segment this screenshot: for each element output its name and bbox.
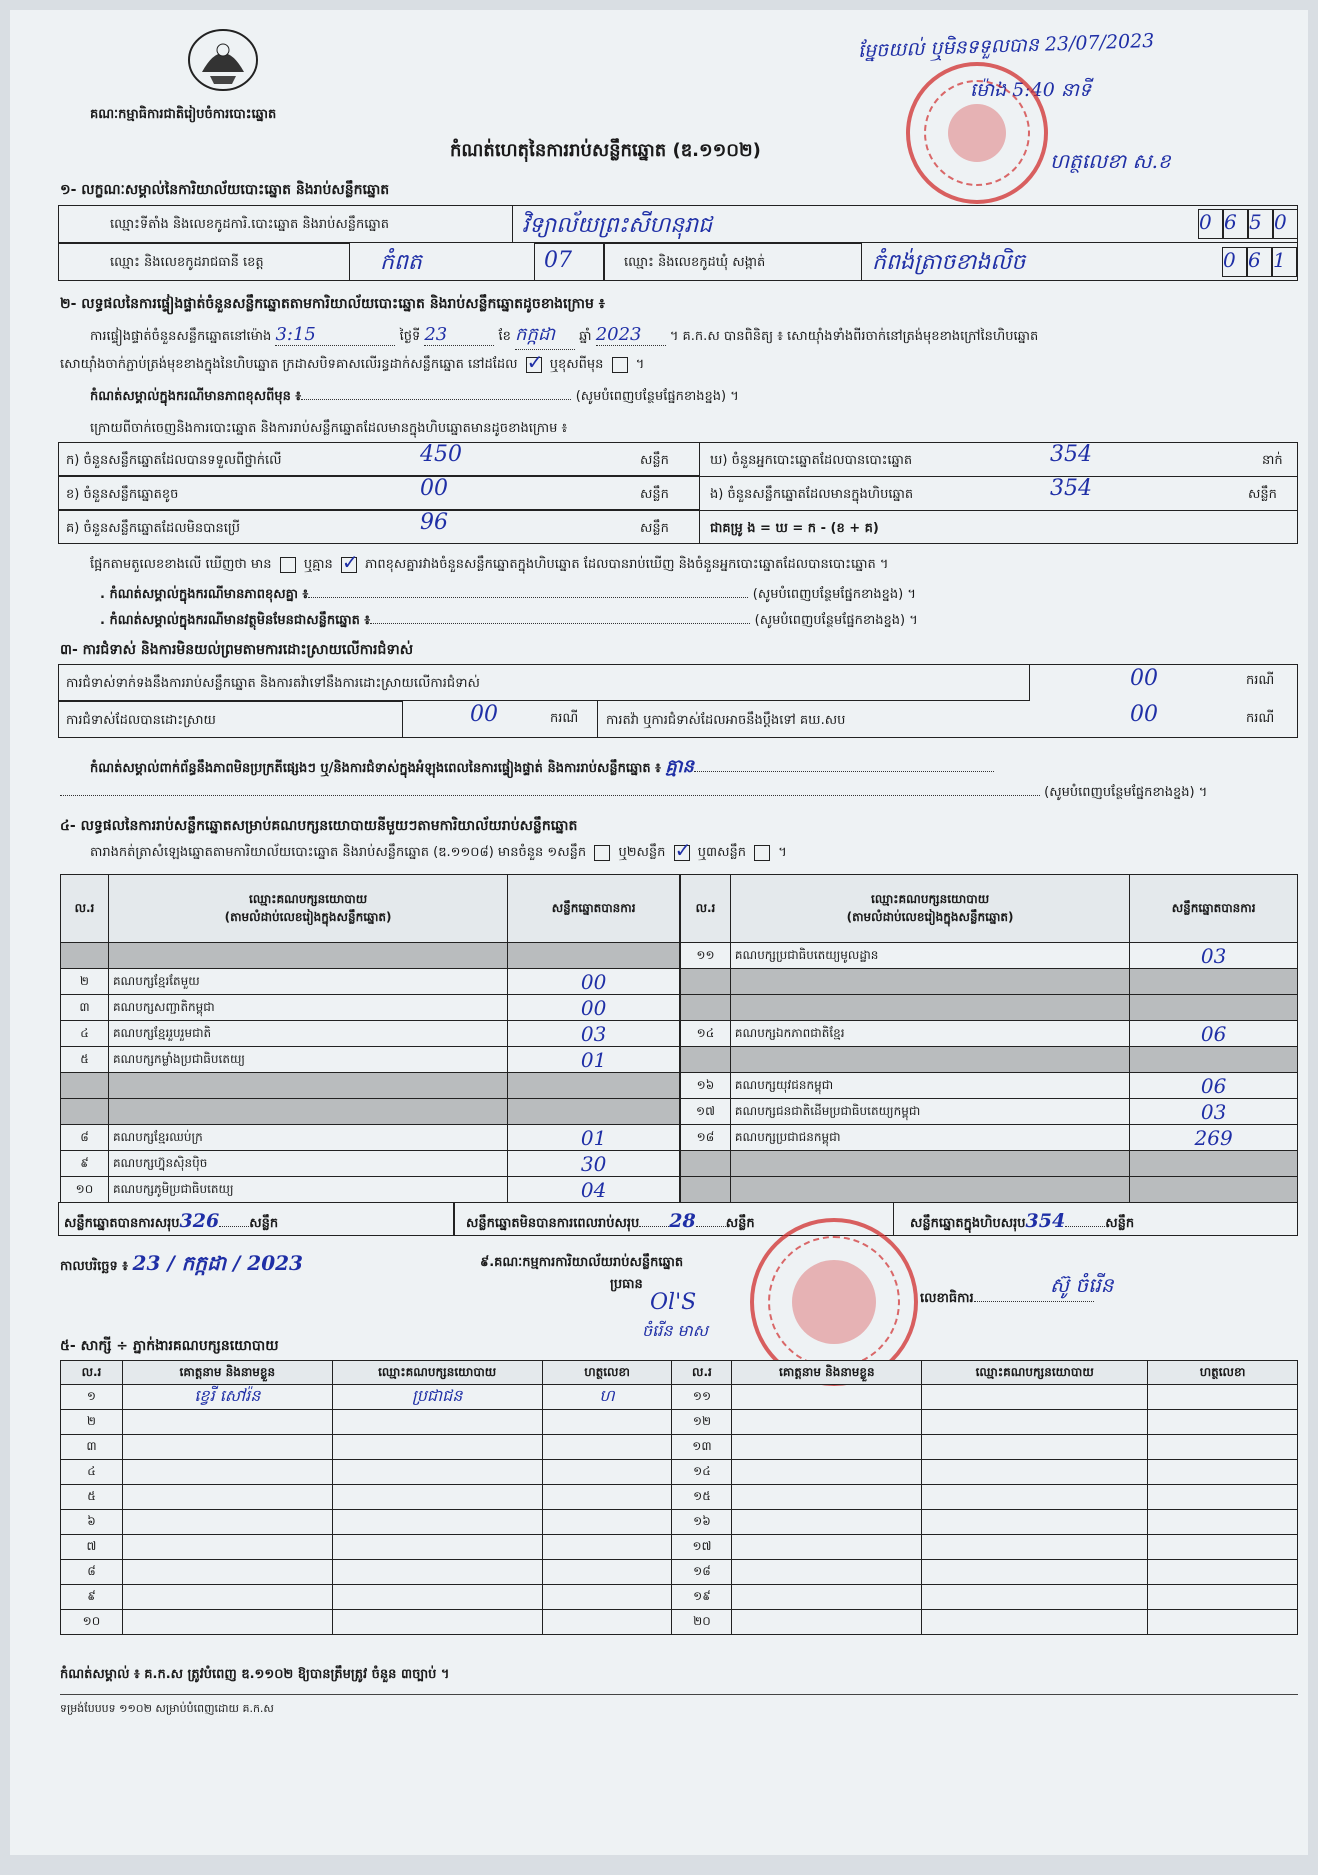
- party-votes: 00: [508, 969, 680, 995]
- province-label: ឈ្មោះ និងលេខកូដរាជធានី ខេត្ត: [110, 255, 264, 270]
- party-name: [730, 1151, 1129, 1177]
- witness-row: [61, 1560, 1298, 1585]
- party-name: គណបក្សភូមិប្រជាធិបតេយ្យ: [108, 1177, 507, 1203]
- witness-cell: [332, 1435, 542, 1460]
- chair-signature: Ol'S: [650, 1290, 697, 1315]
- party-name: គណបក្សយុវជនកម្ពុជា: [730, 1073, 1129, 1099]
- party-no: ២: [61, 969, 109, 995]
- witness-row: [61, 1585, 1298, 1610]
- spoiled-value: 00: [420, 476, 448, 501]
- witness-row: [61, 1610, 1298, 1635]
- witness-cell: [1148, 1410, 1298, 1435]
- witness-cell: [542, 1610, 672, 1635]
- witness-cell: [542, 1535, 672, 1560]
- commune-value: កំពង់ត្រាចខាងលិច: [872, 250, 1026, 275]
- seal-note: កំណត់សម្គាល់ក្នុងករណីមានភាពខុសពីមុន ៖ (សូមបំពេញបន្ថែមផ្នែកខាងខ្នង) ។: [90, 389, 739, 404]
- w-col-party-2: ឈ្មោះគណបក្សនយោបាយ: [922, 1361, 1148, 1385]
- sheet-2-checkbox[interactable]: [674, 845, 690, 861]
- col-votes: សន្លឹកឆ្នោតបានការ: [508, 875, 680, 943]
- w-col-sign-2: ហត្ថលេខា: [1148, 1361, 1298, 1385]
- party-name: [730, 969, 1129, 995]
- w-col-name-2: គោត្តនាម និងនាមខ្លួន: [732, 1361, 922, 1385]
- party-name: គណបក្សខ្មែរឈប់ក្រ: [108, 1125, 507, 1151]
- witness-cell: [332, 1460, 542, 1485]
- witness-cell: [332, 1585, 542, 1610]
- party-votes: [1130, 1047, 1298, 1073]
- party-votes: 01: [508, 1047, 680, 1073]
- witness-cell: [922, 1585, 1148, 1610]
- voters-label: ឃ) ចំនួនអ្នកបោះឆ្នោតដែលបានបោះឆ្នោត: [710, 453, 913, 468]
- section4-title: ៤- លទ្ធផលនៃការរាប់សន្លឹកឆ្នោតសម្រាប់គណបក្សនយោបាយនីមួយៗតាមការិយាល័យរាប់សន្លឹកឆ្នោត: [60, 818, 578, 834]
- footer-note: កំណត់សម្គាល់ ៖ គ.ក.ស ត្រូវបំពេញ ឌ.១១០២ ឱ្យបានត្រឹមត្រូវ ចំនួន ៣ច្បាប់ ។: [60, 1667, 450, 1682]
- spoiled-unit: សន្លឹក: [640, 487, 669, 502]
- party-results-right: [680, 874, 1298, 1203]
- witness-cell: [122, 1560, 332, 1585]
- no-difference-checkbox[interactable]: [341, 557, 357, 573]
- polling-value: វិទ្យាល័យព្រះសីហនុរាជ: [522, 213, 713, 238]
- party-row: [61, 1073, 680, 1099]
- formula: ជាគម្រូ ង = ឃ = ក - (ខ + គ): [710, 521, 879, 536]
- witness-cell: [922, 1410, 1148, 1435]
- witness-cell: [922, 1510, 1148, 1535]
- witness-cell: ១៥: [672, 1485, 732, 1510]
- official-stamp-top: [906, 62, 1048, 204]
- annotation-sign: ហត្ថលេខា ស.ខ: [1050, 149, 1171, 173]
- commune-label: ឈ្មោះ និងលេខកូដឃុំ សង្កាត់: [624, 255, 766, 270]
- objections-value: 00: [1130, 666, 1158, 691]
- party-name: [730, 995, 1129, 1021]
- province-value: កំពត: [380, 250, 422, 275]
- witness-table: [60, 1360, 1298, 1635]
- witness-cell: [732, 1410, 922, 1435]
- party-row: [681, 1177, 1298, 1203]
- witness-cell: ៨: [61, 1560, 123, 1585]
- party-no: [681, 1047, 731, 1073]
- in-box-unit: សន្លឹក: [1248, 487, 1277, 502]
- form-ref: ទម្រង់បែបបទ ១១០២ សម្រាប់បំពេញដោយ គ.ក.ស: [60, 1702, 274, 1715]
- party-no: ៩: [61, 1151, 109, 1177]
- party-votes: 04: [508, 1177, 680, 1203]
- party-votes: 30: [508, 1151, 680, 1177]
- party-row: [681, 1073, 1298, 1099]
- witness-cell: [922, 1535, 1148, 1560]
- witness-cell: [542, 1560, 672, 1585]
- document-page: [10, 10, 1308, 1855]
- party-name: [730, 1177, 1129, 1203]
- party-votes: [1130, 995, 1298, 1021]
- witness-cell: [332, 1510, 542, 1535]
- verify-line-2: សោយ៉ាំងចាក់ភ្ជាប់ត្រង់មុខខាងក្នុងនៃហិបឆ្នោត ក្រដាសបិទគាសលើរន្ធដាក់សន្លឹកឆ្នោត នៅដដែល ✓ ឬខុសពីមុន ។: [60, 356, 644, 375]
- annotation-date: ម្នែចយល់ ឬមិនទទួលបាន 23/07/2023: [857, 29, 1155, 63]
- party-name: គណបក្សខ្មែររួបរួមជាតិ: [108, 1021, 507, 1047]
- party-row: [681, 995, 1298, 1021]
- sheet-1-checkbox[interactable]: [594, 845, 610, 861]
- voters-unit: នាក់: [1262, 453, 1283, 468]
- party-no: [681, 1151, 731, 1177]
- witness-cell: [732, 1435, 922, 1460]
- witness-cell: [332, 1485, 542, 1510]
- party-no: [61, 1073, 109, 1099]
- received-unit: សន្លឹក: [640, 453, 669, 468]
- unused-value: 96: [420, 510, 448, 535]
- party-votes: 03: [1130, 1099, 1298, 1125]
- witness-cell: [732, 1460, 922, 1485]
- witness-cell: [732, 1585, 922, 1610]
- org-name: គណៈកម្មាធិការជាតិរៀបចំការបោះឆ្នោត: [90, 107, 277, 122]
- witness-row: [61, 1535, 1298, 1560]
- party-name: គណបក្សជនជាតិដើមប្រជាធិបតេយ្យកម្ពុជា: [730, 1099, 1129, 1125]
- witness-row: [61, 1485, 1298, 1510]
- party-name: គណបក្សសញ្ជាតិកម្ពុជា: [108, 995, 507, 1021]
- witness-cell: [1148, 1385, 1298, 1410]
- party-row: [61, 969, 680, 995]
- party-row: [61, 995, 680, 1021]
- party-votes: [508, 943, 680, 969]
- party-votes: 03: [508, 1021, 680, 1047]
- party-name: គណបក្សឯកភាពជាតិខ្មែរ: [730, 1021, 1129, 1047]
- witness-cell: ៦: [61, 1510, 123, 1535]
- party-name: [108, 1073, 507, 1099]
- form-title: កំណត់ហេតុនៃការរាប់សន្លឹកឆ្នោត (ឌ.១១០២): [450, 140, 761, 161]
- witness-row: [61, 1410, 1298, 1435]
- party-no: [681, 995, 731, 1021]
- witness-row: [61, 1510, 1298, 1535]
- witness-cell: [542, 1435, 672, 1460]
- witness-row: [61, 1385, 1298, 1410]
- appeal-unit: ករណី: [1246, 711, 1275, 726]
- party-row: [681, 969, 1298, 995]
- witness-cell: [732, 1535, 922, 1560]
- party-no: ១៦: [681, 1073, 731, 1099]
- witness-cell: [1148, 1460, 1298, 1485]
- party-no: [681, 969, 731, 995]
- witness-cell: [332, 1610, 542, 1635]
- witness-cell: [1148, 1560, 1298, 1585]
- party-row: [61, 1099, 680, 1125]
- witness-cell: [122, 1410, 332, 1435]
- party-votes: [1130, 1151, 1298, 1177]
- witness-cell: [1148, 1585, 1298, 1610]
- witness-cell: [542, 1510, 672, 1535]
- col-party-right: ឈ្មោះគណបក្សនយោបាយ (តាមលំដាប់លេខរៀងក្នុងសន្លឹកឆ្នោត): [730, 875, 1129, 943]
- party-no: ១៧: [681, 1099, 731, 1125]
- witness-cell: [332, 1410, 542, 1435]
- witness-cell: [542, 1485, 672, 1510]
- party-name: គណបក្សកម្លាំងប្រជាធិបតេយ្យ: [108, 1047, 507, 1073]
- party-row: [61, 1125, 680, 1151]
- party-row: [61, 943, 680, 969]
- total-box: សន្លឹកឆ្នោតក្នុងហិបសរុប354 សន្លឹក: [910, 1210, 1135, 1232]
- party-no: [61, 1099, 109, 1125]
- irregularity-note: កំណត់សម្គាល់ពាក់ព័ន្ធនឹងភាពមិនប្រក្រតីផ្សេងៗ ឬ/និងការជំទាស់ក្នុងអំឡុងពេលនៃការផ្ទៀងផ្ទាត់ និងការរាប់សន្លឹកឆ្នោត ៖ គ្មាន: [90, 754, 994, 781]
- seal-same-checkbox[interactable]: [526, 357, 542, 373]
- witness-cell: ១: [61, 1385, 123, 1410]
- party-name: [730, 1047, 1129, 1073]
- voters-value: 354: [1050, 442, 1092, 467]
- party-votes: [1130, 1177, 1298, 1203]
- party-name: [108, 1099, 507, 1125]
- commune-code: 0 6 1: [1222, 247, 1297, 277]
- party-name: [108, 943, 507, 969]
- witness-cell: ១២: [672, 1410, 732, 1435]
- spoiled-label: ខ) ចំនួនសន្លឹកឆ្នោតខូច: [66, 487, 179, 502]
- objections-label: ការជំទាស់ទាក់ទងនឹងការរាប់សន្លឹកឆ្នោត និងការតវ៉ាទៅនឹងការដោះស្រាយលើការជំទាស់: [66, 676, 480, 691]
- witness-cell: ១០: [61, 1610, 123, 1635]
- col-party: ឈ្មោះគណបក្សនយោបាយ (តាមលំដាប់លេខរៀងក្នុងសន្លឹកឆ្នោត): [108, 875, 507, 943]
- annotation-time: ម៉ោង 5:40 នាទី: [970, 79, 1092, 101]
- witness-cell: ២: [61, 1410, 123, 1435]
- party-row: [61, 1047, 680, 1073]
- unused-unit: សន្លឹក: [640, 521, 669, 536]
- party-votes: [508, 1073, 680, 1099]
- witness-cell: [542, 1460, 672, 1485]
- polling-label: ឈ្មោះទីតាំង និងលេខកូដការិ.បោះឆ្នោត និងរាប់សន្លឹកឆ្នោត: [110, 217, 389, 232]
- seal-different-checkbox[interactable]: [612, 357, 628, 373]
- party-votes: 00: [508, 995, 680, 1021]
- received-value: 450: [420, 442, 462, 467]
- appeal-label: ការតវ៉ា ឬការជំទាស់ដែលអាចនឹងប្ដឹងទៅ គឃ.សប: [606, 713, 846, 728]
- w-col-party: ឈ្មោះគណបក្សនយោបាយ: [332, 1361, 542, 1385]
- party-votes: [1130, 969, 1298, 995]
- witness-cell: [122, 1585, 332, 1610]
- witness-cell: [122, 1460, 332, 1485]
- party-no: [681, 1177, 731, 1203]
- witness-cell: [922, 1435, 1148, 1460]
- nec-emblem-icon: [182, 24, 264, 96]
- section1-title: ១- លក្ខណៈសម្គាល់នៃការិយាល័យបោះឆ្នោត និងរាប់សន្លឹកឆ្នោត: [60, 182, 390, 198]
- chair-name: ចំរើន មាស: [642, 1321, 709, 1340]
- party-row: [681, 1099, 1298, 1125]
- party-row: [61, 1021, 680, 1047]
- section2-title: ២- លទ្ធផលនៃការផ្ទៀងផ្ទាត់ចំនួនសន្លឹកឆ្នោតតាមការិយាល័យបោះឆ្នោត និងរាប់សន្លឹកឆ្នោតដូចខាងក្រោម ៖: [60, 296, 605, 312]
- sign-date: កាលបរិច្ឆេទ ៖ 23 / កក្កដា / 2023: [60, 1251, 303, 1275]
- in-box-value: 354: [1050, 476, 1092, 501]
- party-votes: 06: [1130, 1073, 1298, 1099]
- witness-cell: [122, 1610, 332, 1635]
- w-col-name: គោត្តនាម និងនាមខ្លួន: [122, 1361, 332, 1385]
- witness-cell: ៤: [61, 1460, 123, 1485]
- witness-cell: [1148, 1435, 1298, 1460]
- col-no-right: ល.រ: [681, 875, 731, 943]
- objections-unit: ករណី: [1246, 673, 1275, 688]
- party-no: [61, 943, 109, 969]
- party-row: [681, 1125, 1298, 1151]
- witness-cell: ១១: [672, 1385, 732, 1410]
- secretary-label: លេខាធិការ: [920, 1290, 1094, 1309]
- witness-cell: ៥: [61, 1485, 123, 1510]
- witness-cell: [122, 1510, 332, 1535]
- party-results-left: [60, 874, 680, 1203]
- resolved-value: 00: [470, 702, 498, 727]
- witness-cell: [332, 1535, 542, 1560]
- party-no: ៣: [61, 995, 109, 1021]
- irregularity-note-line2: (សូមបំពេញបន្ថែមផ្នែកខាងខ្នង) ។: [60, 784, 1207, 803]
- party-votes: 06: [1130, 1021, 1298, 1047]
- witness-cell: ១៤: [672, 1460, 732, 1485]
- total-valid: សន្លឹកឆ្នោតបានការសរុប326 សន្លឹក: [64, 1210, 279, 1232]
- witness-cell: [732, 1610, 922, 1635]
- section3-title: ៣- ការជំទាស់ និងការមិនយល់ព្រមតាមការដោះស្រាយលើការជំទាស់: [60, 642, 414, 658]
- resolved-unit: ករណី: [550, 711, 579, 726]
- province-code: 07: [544, 248, 572, 273]
- party-row: [61, 1151, 680, 1177]
- witness-cell: [922, 1560, 1148, 1585]
- compare-line: ផ្អែកតាមតួលេខខាងលើ ឃើញថា មាន ឬគ្មាន ✓ ភាពខុសគ្នារវាងចំនួនសន្លឹកឆ្នោតក្នុងហិបឆ្នោត ដែលបានរាប់ឃើញ និងចំនួនអ្នកបោះឆ្នោតដែលបានបោះឆ្នោត ។: [90, 556, 888, 575]
- diff-note: . កំណត់សម្គាល់ក្នុងករណីមានភាពខុសគ្នា ៖ (សូមបំពេញបន្ថែមផ្នែកខាងខ្នង) ។: [100, 587, 916, 602]
- total-invalid: សន្លឹកឆ្នោតមិនបានការពេលរាប់សរុប 28 សន្លឹក: [466, 1210, 755, 1232]
- witness-cell: ៩: [61, 1585, 123, 1610]
- witness-cell: [732, 1385, 922, 1410]
- witness-cell: ហ: [542, 1385, 672, 1410]
- party-row: [681, 1021, 1298, 1047]
- witness-cell: [122, 1535, 332, 1560]
- proc-note: . កំណត់សម្គាល់ក្នុងករណីមានវត្ថុមិនមែនជាសន្លឹកឆ្នោត ៖ (សូមបំពេញបន្ថែមផ្នែកខាងខ្នង) ។: [100, 613, 918, 628]
- received-label: ក) ចំនួនសន្លឹកឆ្នោតដែលបានទទួលពីថ្នាក់លើ: [66, 453, 282, 468]
- witness-cell: ខ្វេរី សៅរ៉ន: [122, 1385, 332, 1410]
- witness-cell: ១៦: [672, 1510, 732, 1535]
- secretary-signature: ស៊ូ ចំរើន: [1050, 1273, 1114, 1297]
- party-name: គណបក្សប្រជាធិបតេយ្យមូលដ្ឋាន: [730, 943, 1129, 969]
- party-name: គណបក្សប្រជាជនកម្ពុជា: [730, 1125, 1129, 1151]
- party-votes: 01: [508, 1125, 680, 1151]
- witness-cell: [1148, 1510, 1298, 1535]
- party-row: [681, 1047, 1298, 1073]
- party-no: ១៨: [681, 1125, 731, 1151]
- party-no: ១១: [681, 943, 731, 969]
- party-row: [681, 1151, 1298, 1177]
- chair-label: ប្រធាន: [610, 1277, 643, 1292]
- section5-title: ៥- សាក្សី ÷ ភ្នាក់ងារគណបក្សនយោបាយ: [60, 1338, 279, 1354]
- in-box-label: ង) ចំនួនសន្លឹកឆ្នោតដែលមានក្នុងហិបឆ្នោត: [710, 487, 914, 502]
- witness-cell: [542, 1410, 672, 1435]
- section2-intro: ក្រោយពីចាក់ចេញនិងការបោះឆ្នោត និងការរាប់សន្លឹកឆ្នោតដែលមានក្នុងហិបឆ្នោតមានដូចខាងក្រោម ៖: [90, 421, 568, 436]
- witness-cell: ១៣: [672, 1435, 732, 1460]
- polling-code: 0 6 5 0: [1198, 209, 1298, 239]
- col-no: ល.រ: [61, 875, 109, 943]
- sheet-count-line: តារាងកត់ត្រាសំឡេងឆ្នោតតាមការិយាល័យបោះឆ្នោត និងរាប់សន្លឹកឆ្នោត (ឌ.១១០៨) មានចំនួន ១សន្លឹក ឬ២សន្លឹក ✓ ឬ៣សន្លឹក ។: [90, 844, 787, 863]
- party-row: [681, 943, 1298, 969]
- party-name: គណបក្សហ្វ៊ុនស៊ិនប៉ិច: [108, 1151, 507, 1177]
- witness-cell: ប្រជាជន: [332, 1385, 542, 1410]
- witness-cell: ១៧: [672, 1535, 732, 1560]
- unused-label: គ) ចំនួនសន្លឹកឆ្នោតដែលមិនបានប្រើ: [66, 521, 240, 536]
- party-no: ៥: [61, 1047, 109, 1073]
- witness-cell: [922, 1485, 1148, 1510]
- witness-cell: ៧: [61, 1535, 123, 1560]
- witness-cell: [122, 1435, 332, 1460]
- witness-cell: [332, 1560, 542, 1585]
- party-row: [61, 1177, 680, 1203]
- party-votes: 03: [1130, 943, 1298, 969]
- witness-cell: [732, 1485, 922, 1510]
- appeal-value: 00: [1130, 702, 1158, 727]
- witness-cell: [732, 1510, 922, 1535]
- party-no: ១៤: [681, 1021, 731, 1047]
- col-votes-right: សន្លឹកឆ្នោតបានការ: [1130, 875, 1298, 943]
- witness-cell: ១៨: [672, 1560, 732, 1585]
- w-col-no: ល.រ: [61, 1361, 123, 1385]
- has-difference-checkbox[interactable]: [280, 557, 296, 573]
- witness-cell: [1148, 1610, 1298, 1635]
- witness-cell: [1148, 1535, 1298, 1560]
- w-col-sign: ហត្ថលេខា: [542, 1361, 672, 1385]
- sheet-3-checkbox[interactable]: [754, 845, 770, 861]
- party-votes: 269: [1130, 1125, 1298, 1151]
- witness-cell: [732, 1560, 922, 1585]
- party-no: ៤: [61, 1021, 109, 1047]
- party-no: ១០: [61, 1177, 109, 1203]
- resolved-label: ការជំទាស់ដែលបានដោះស្រាយ: [66, 713, 216, 728]
- party-no: ៨: [61, 1125, 109, 1151]
- witness-cell: [1148, 1485, 1298, 1510]
- party-name: គណបក្សខ្មែរតែមួយ: [108, 969, 507, 995]
- w-col-no-2: ល.រ: [672, 1361, 732, 1385]
- witness-cell: [922, 1460, 1148, 1485]
- witness-row: [61, 1435, 1298, 1460]
- verify-line-1: ការផ្ទៀងផ្ទាត់ចំនួនសន្លឹកឆ្នោតនៅម៉ោង 3:15 ថ្ងៃទី 23 ខែ កក្កដា ឆ្នាំ 2023 ។ គ.ក.ស បានពិនិត្យ ៖ សោយ៉ាំងទាំងពីរចាក់នៅត្រង់មុខខាងក្រៅនៃហិបឆ្នោត: [90, 322, 1038, 350]
- committee-label: ៩.គណៈកម្មការការិយាល័យរាប់សន្លឹកឆ្នោត: [480, 1255, 684, 1270]
- witness-row: [61, 1460, 1298, 1485]
- witness-cell: ២០: [672, 1610, 732, 1635]
- witness-cell: [922, 1610, 1148, 1635]
- witness-cell: [542, 1585, 672, 1610]
- party-votes: [508, 1099, 680, 1125]
- witness-cell: [122, 1485, 332, 1510]
- witness-cell: ៣: [61, 1435, 123, 1460]
- witness-cell: [922, 1385, 1148, 1410]
- witness-cell: ១៩: [672, 1585, 732, 1610]
